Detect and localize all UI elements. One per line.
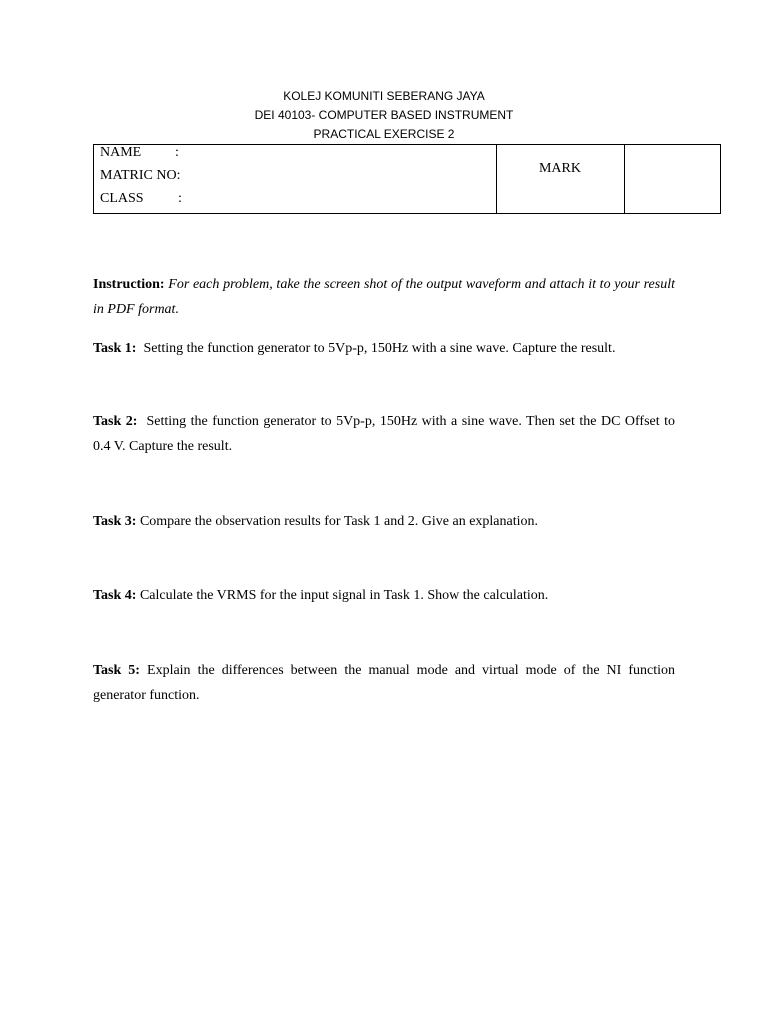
task-4-paragraph	[93, 583, 675, 608]
course-title: DEI 40103- COMPUTER BASED INSTRUMENT	[254, 108, 514, 122]
matric-field	[100, 168, 181, 184]
task-3-text: Compare the observation results for Task 1 and 2. Give an explanation.	[139, 514, 539, 529]
mark-label: MARK	[538, 161, 581, 176]
student-info-table	[93, 144, 721, 214]
task-2-text: Setting the function generator to 5Vp-p, 150Hz with a sine wave. Then set the DC Offset to 0.4 V. Capture the result.	[93, 414, 676, 454]
task-5-label: Task 5:	[93, 663, 140, 678]
task-5-paragraph	[93, 658, 675, 708]
name-label: NAME	[100, 145, 142, 160]
mark-label-cell	[496, 145, 625, 213]
task-1-text: Setting the function generator to 5Vp-p, 150Hz with a sine wave. Capture the result.	[143, 341, 616, 356]
name-colon: :	[175, 145, 179, 160]
name-field	[100, 145, 179, 161]
instruction-text: For each problem, take the screen shot of the output waveform and attach it to your result in PDF format.	[93, 277, 675, 317]
task-1-paragraph	[93, 336, 675, 361]
task-2-label: Task 2:	[93, 414, 138, 429]
mark-value-cell	[625, 145, 721, 213]
instruction-label: Instruction:	[93, 277, 165, 292]
class-colon: :	[178, 191, 182, 206]
task-5-text: Explain the differences between the manual mode and virtual mode of the NI function generator function.	[93, 663, 676, 703]
exercise-title: PRACTICAL EXERCISE 2	[313, 127, 455, 141]
task-4-text: Calculate the VRMS for the input signal in Task 1. Show the calculation.	[139, 588, 549, 603]
student-details-cell	[94, 145, 497, 213]
task-4-label: Task 4:	[93, 588, 137, 603]
instruction-paragraph	[93, 272, 675, 322]
college-name: KOLEJ KOMUNITI SEBERANG JAYA	[283, 89, 485, 103]
task-3-paragraph	[93, 509, 675, 534]
class-label: CLASS	[100, 191, 144, 206]
matric-label: MATRIC NO:	[100, 168, 181, 183]
task-1-label: Task 1:	[93, 341, 137, 356]
class-field	[100, 191, 182, 207]
task-3-label: Task 3:	[93, 514, 137, 529]
task-2-paragraph	[93, 409, 675, 459]
